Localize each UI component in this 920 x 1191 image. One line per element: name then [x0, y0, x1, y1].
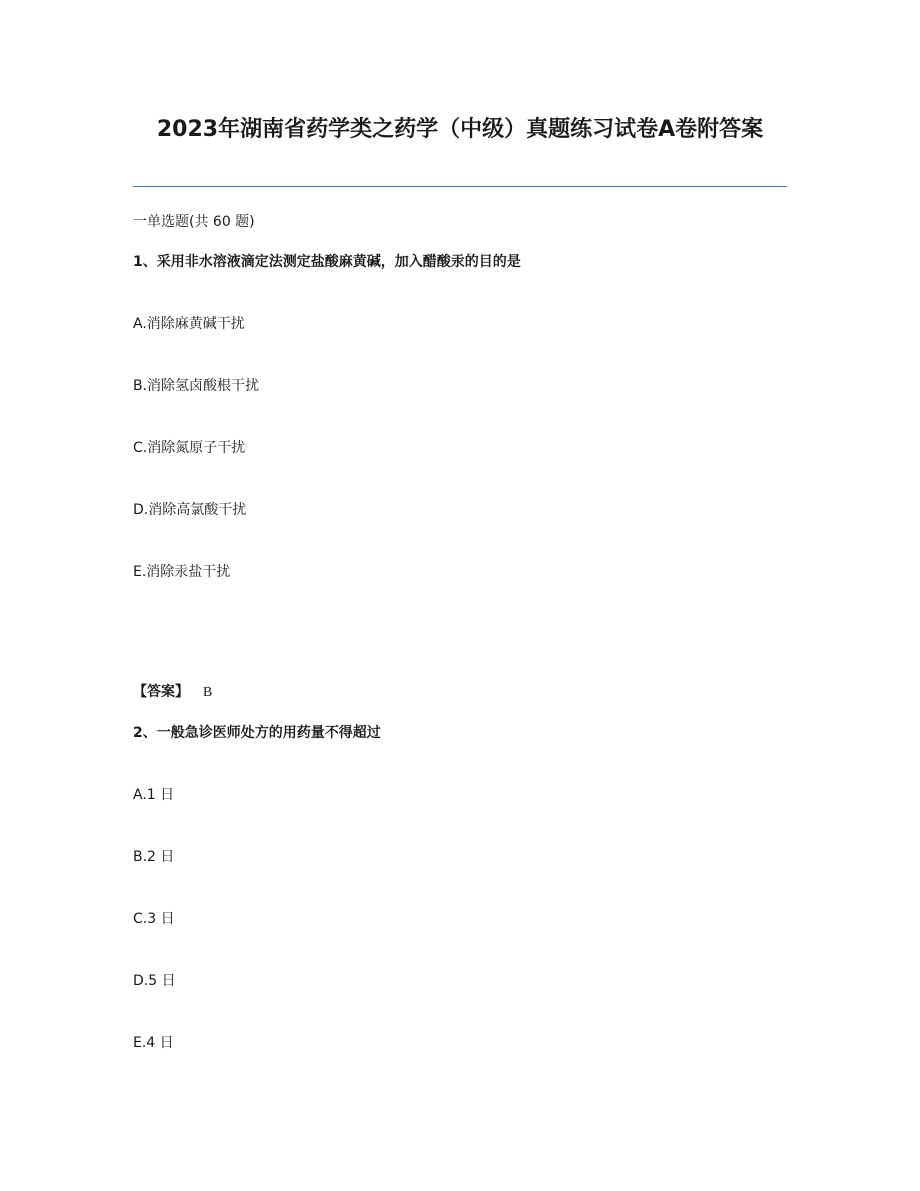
question-1-stem: 1、采用非水溶液滴定法测定盐酸麻黄碱，加入醋酸汞的目的是 [133, 254, 521, 270]
question-1-option-e: E.消除汞盐干扰 [133, 564, 231, 580]
question-2-option-c: C.3 日 [133, 911, 175, 927]
question-2-option-a: A.1 日 [133, 787, 175, 803]
answer-value: B [203, 685, 213, 700]
page-title: 2023年湖南省药学类之药学（中级）真题练习试卷A卷附答案 [156, 117, 764, 142]
question-2-option-e: E.4 日 [133, 1035, 174, 1051]
question-1-option-c: C.消除氮原子干扰 [133, 440, 246, 456]
question-1-answer [133, 682, 212, 703]
question-1-option-d: D.消除高氯酸干扰 [133, 502, 247, 518]
question-2-option-b: B.2 日 [133, 849, 175, 865]
section-heading: 一单选题(共 60 题) [133, 214, 255, 230]
title-divider [133, 186, 787, 187]
answer-label: 【答案】 [133, 684, 189, 700]
question-1-option-a: A.消除麻黄碱干扰 [133, 316, 245, 332]
question-2-stem: 2、一般急诊医师处方的用药量不得超过 [133, 725, 381, 741]
question-2-option-d: D.5 日 [133, 973, 176, 989]
question-1-option-b: B.消除氢卤酸根干扰 [133, 378, 260, 394]
